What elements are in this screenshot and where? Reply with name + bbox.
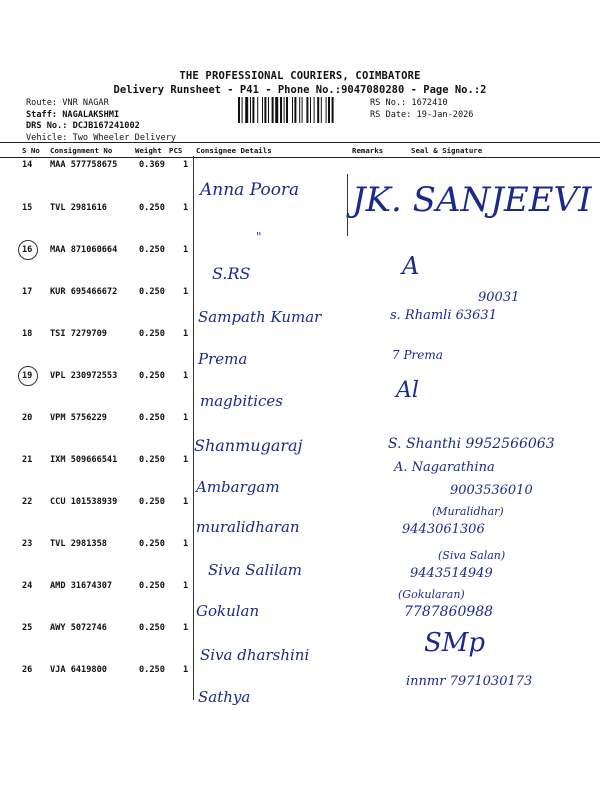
- handwritten-signature: 9443061306: [402, 522, 485, 537]
- handwritten-signature: 90031: [478, 290, 520, 305]
- table-row: 17 KUR 695466672 0.250 1: [22, 287, 189, 297]
- handwritten-signature: 7787860988: [404, 604, 494, 620]
- handwritten-consignee: Ambargam: [196, 478, 280, 496]
- drs-number: DRS No.: DCJB167241002: [26, 121, 140, 131]
- table-row: 20 VPM 5756229 0.250 1: [22, 413, 189, 423]
- handwritten-consignee: S.RS: [212, 264, 251, 283]
- table-row: 16 MAA 871060664 0.250 1: [22, 245, 189, 255]
- handwritten-consignee: Shanmugaraj: [194, 436, 303, 455]
- handwritten-consignee: Gokulan: [196, 602, 260, 620]
- handwritten-consignee: Anna Poora: [200, 180, 300, 200]
- table-row: 24 AMD 31674307 0.250 1: [22, 581, 189, 591]
- handwritten-signature: 9003536010: [450, 483, 533, 498]
- handwritten-consignee: Sampath Kumar: [198, 308, 322, 326]
- table-row: 22 CCU 101538939 0.250 1: [22, 497, 189, 507]
- company-title: THE PROFESSIONAL COURIERS, COIMBATORE: [179, 70, 421, 82]
- handwritten-initial: SMp: [424, 628, 486, 658]
- handwritten-signature: S. Shanthi 9952566063: [388, 436, 555, 452]
- staff-text: Staff: NAGALAKSHMI: [26, 109, 120, 120]
- rs-date: RS Date: 19-Jan-2026: [370, 110, 474, 120]
- handwritten-signature: (Gokularan): [398, 588, 465, 601]
- runsheet-subtitle: Delivery Runsheet - P41 - Phone No.:9047080280 - Page No.:2: [113, 84, 487, 96]
- table-row: 14 MAA 577758675 0.369 1: [22, 160, 189, 170]
- col-sno: S No: [22, 146, 40, 155]
- handwritten-consignee: muralidharan: [196, 518, 300, 536]
- handwritten-signature: s. Rhamli 63631: [390, 308, 497, 323]
- handwritten-consignee: Siva dharshini: [200, 646, 310, 664]
- col-seal: Seal & Signature: [411, 146, 483, 155]
- handwritten-signature: A. Nagarathina: [394, 460, 495, 475]
- handwritten-signature: 9443514949: [410, 566, 493, 581]
- vehicle-text: Vehicle: Two Wheeler Delivery: [26, 132, 177, 143]
- table-row: 19 VPL 230972553 0.250 1: [22, 371, 189, 381]
- handwritten-signature: (Siva Salan): [438, 549, 506, 562]
- pen-mark: ": [256, 230, 262, 244]
- handwritten-consignee: magbitices: [200, 392, 283, 410]
- handwritten-signature: innmr 7971030173: [406, 674, 533, 689]
- table-row: 18 TSI 7279709 0.250 1: [22, 329, 189, 339]
- table-row: 23 TVL 2981358 0.250 1: [22, 539, 189, 549]
- table-row: 15 TVL 2981616 0.250 1: [22, 203, 189, 213]
- table-row: 25 AWY 5072746 0.250 1: [22, 623, 189, 633]
- col-consignment: Consignment No: [50, 146, 113, 155]
- col-weight: Weight: [135, 146, 162, 155]
- handwritten-initial: Al: [396, 378, 419, 403]
- divider-consignee: [193, 156, 194, 700]
- header-right-block: [370, 97, 473, 121]
- barcode-image: [238, 97, 366, 123]
- handwritten-signature: JK. SANJEEVI: [352, 180, 592, 220]
- header-left-block: [26, 98, 176, 144]
- col-consignee: Consignee Details: [196, 146, 272, 155]
- col-remarks: Remarks: [352, 146, 384, 155]
- pen-circle-mark: [18, 240, 38, 260]
- handwritten-consignee: Sathya: [198, 688, 251, 706]
- handwritten-signature: (Muralidhar): [432, 505, 504, 518]
- handwritten-consignee: Prema: [198, 350, 248, 368]
- pen-circle-mark: [18, 366, 38, 386]
- handwritten-initial: A: [402, 252, 420, 280]
- table-row: 26 VJA 6419800 0.250 1: [22, 665, 189, 675]
- route-text: Route: VNR NAGAR: [26, 98, 109, 108]
- table-row: 21 IXM 509666541 0.250 1: [22, 455, 189, 465]
- handwritten-signature: 7 Prema: [392, 348, 443, 362]
- col-pcs: PCS: [169, 146, 183, 155]
- table-header: [0, 142, 600, 158]
- handwritten-consignee: Siva Salilam: [208, 561, 303, 579]
- rs-number: RS No.: 1672410: [370, 98, 448, 108]
